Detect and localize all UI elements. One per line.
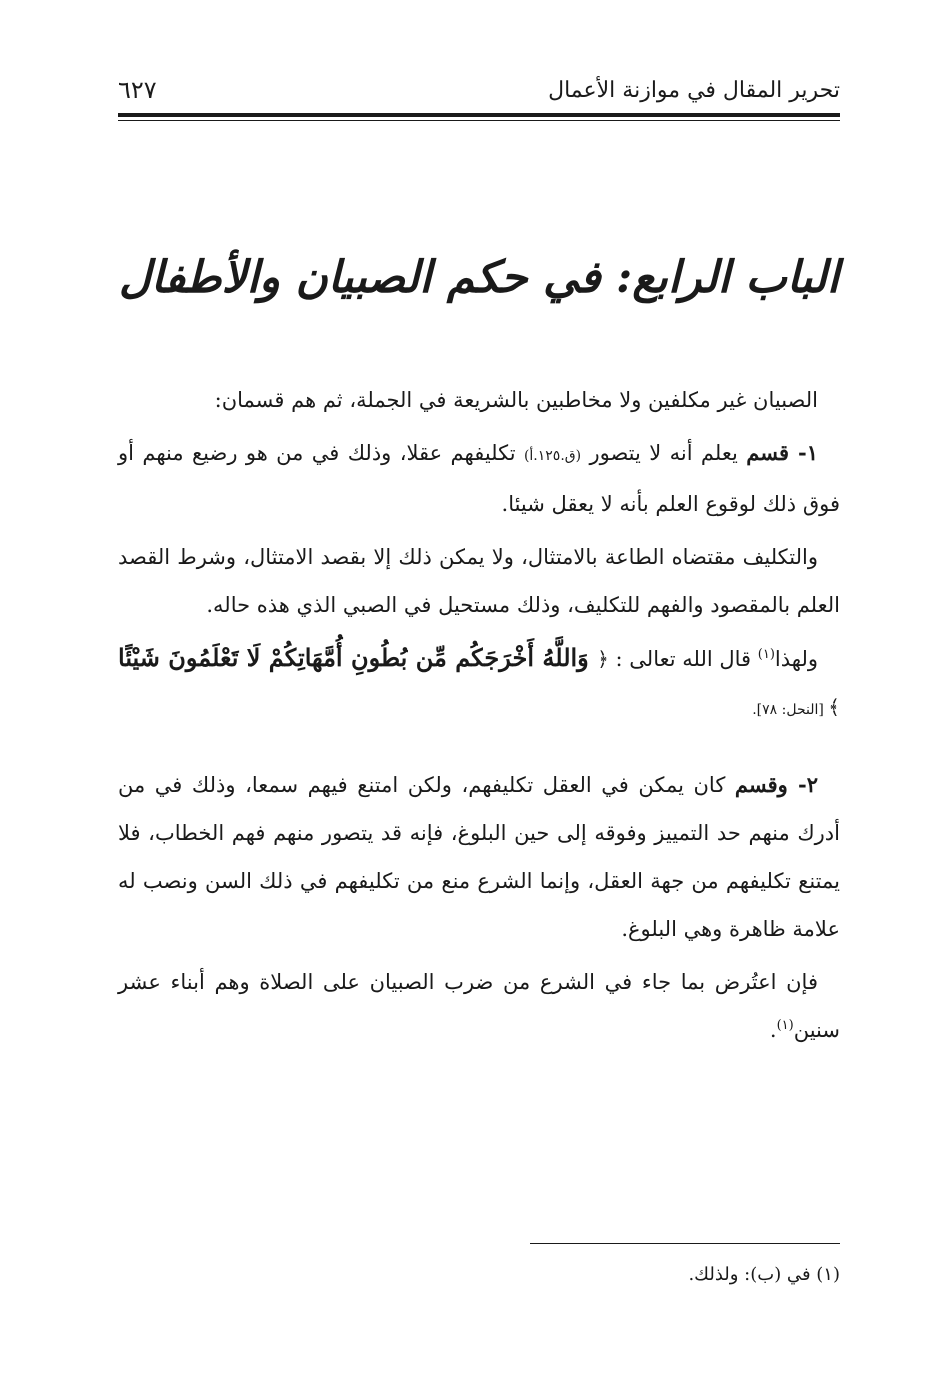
body-text	[118, 376, 840, 1059]
paragraph-objection	[118, 958, 840, 1054]
running-header-title: تحرير المقال في موازنة الأعمال	[548, 78, 840, 103]
category-two-label: ٢- وقسم	[734, 772, 818, 797]
manuscript-reference: (ق.١٢٥.أ)	[523, 448, 582, 464]
paragraph-second-category	[118, 761, 840, 953]
page-number: ٦٢٧	[118, 76, 157, 104]
verse-reference: [النحل: ٧٨].	[752, 702, 829, 718]
footnote-marker: (١)	[757, 647, 775, 662]
category-one-text-a: يعلم أنه لا يتصور	[581, 441, 747, 465]
category-one-label: ١- قسم	[746, 440, 819, 465]
paragraph-first-category	[118, 429, 840, 528]
objection-text-a: فإن اعتُرض بما جاء في الشرع من ضرب الصبيان على الصلاة وهم أبناء عشر سنين	[118, 970, 840, 1042]
objection-text-b: .	[769, 1018, 777, 1042]
header-rule-thin	[118, 120, 840, 121]
paragraph-intro-text: الصبيان غير مكلفين ولا مخاطبين بالشريعة في الجملة، ثم هم قسمان:	[214, 388, 818, 412]
footnote-separator	[530, 1243, 840, 1244]
quran-verse: وَاللَّهُ أَخْرَجَكُم مِّن بُطُونِ أُمَّهَاتِكُمْ لَا تَعْلَمُونَ شَيْئًا	[118, 643, 598, 672]
header-rule-thick	[118, 113, 840, 117]
category-two-text: كان يمكن في العقل تكليفهم، ولكن امتنع فيهم سمعا، وذلك في من أدرك منهم حد التمييز وفوقه إلى حين البلوغ، فإنه قد يتصور منهم فهم الخطاب، فلا يمتنع تكليفهم من جهة العقل، وإنما الشرع منع من تكليفهم في ذلك السن ونصب له علامة ظاهرة وهي البلوغ.	[118, 773, 840, 941]
chapter-title: الباب الرابع: في حكم الصبيان والأطفال	[118, 252, 840, 303]
citation-intro-a: ولهذا	[774, 647, 818, 671]
paragraph-obligation-text: والتكليف مقتضاه الطاعة بالامتثال، ولا يمكن ذلك إلا بقصد الامتثال، وشرط القصد العلم بالمقصود والفهم للتكليف، وذلك مستحيل في الصبي الذي هذه حاله.	[118, 545, 840, 617]
paragraph-quran-citation	[118, 634, 840, 734]
running-header	[118, 70, 840, 110]
footnote: (١) في (ب): ولذلك.	[688, 1264, 840, 1285]
paragraph-gap	[118, 739, 840, 761]
citation-intro-b: قال الله تعالى :	[608, 647, 758, 671]
paragraph-intro	[118, 376, 840, 424]
category-one-text-b: تكليفهم عقلا، وذلك في من هو رضيع منهم أو فوق ذلك لوقوع العلم بأنه لا يعقل شيئا.	[118, 441, 840, 516]
footnote-marker-2: (١)	[776, 1018, 794, 1033]
paragraph-obligation	[118, 533, 840, 629]
quran-bracket-open: ﴿	[597, 647, 609, 671]
quran-bracket-close: ﴾	[828, 695, 840, 719]
